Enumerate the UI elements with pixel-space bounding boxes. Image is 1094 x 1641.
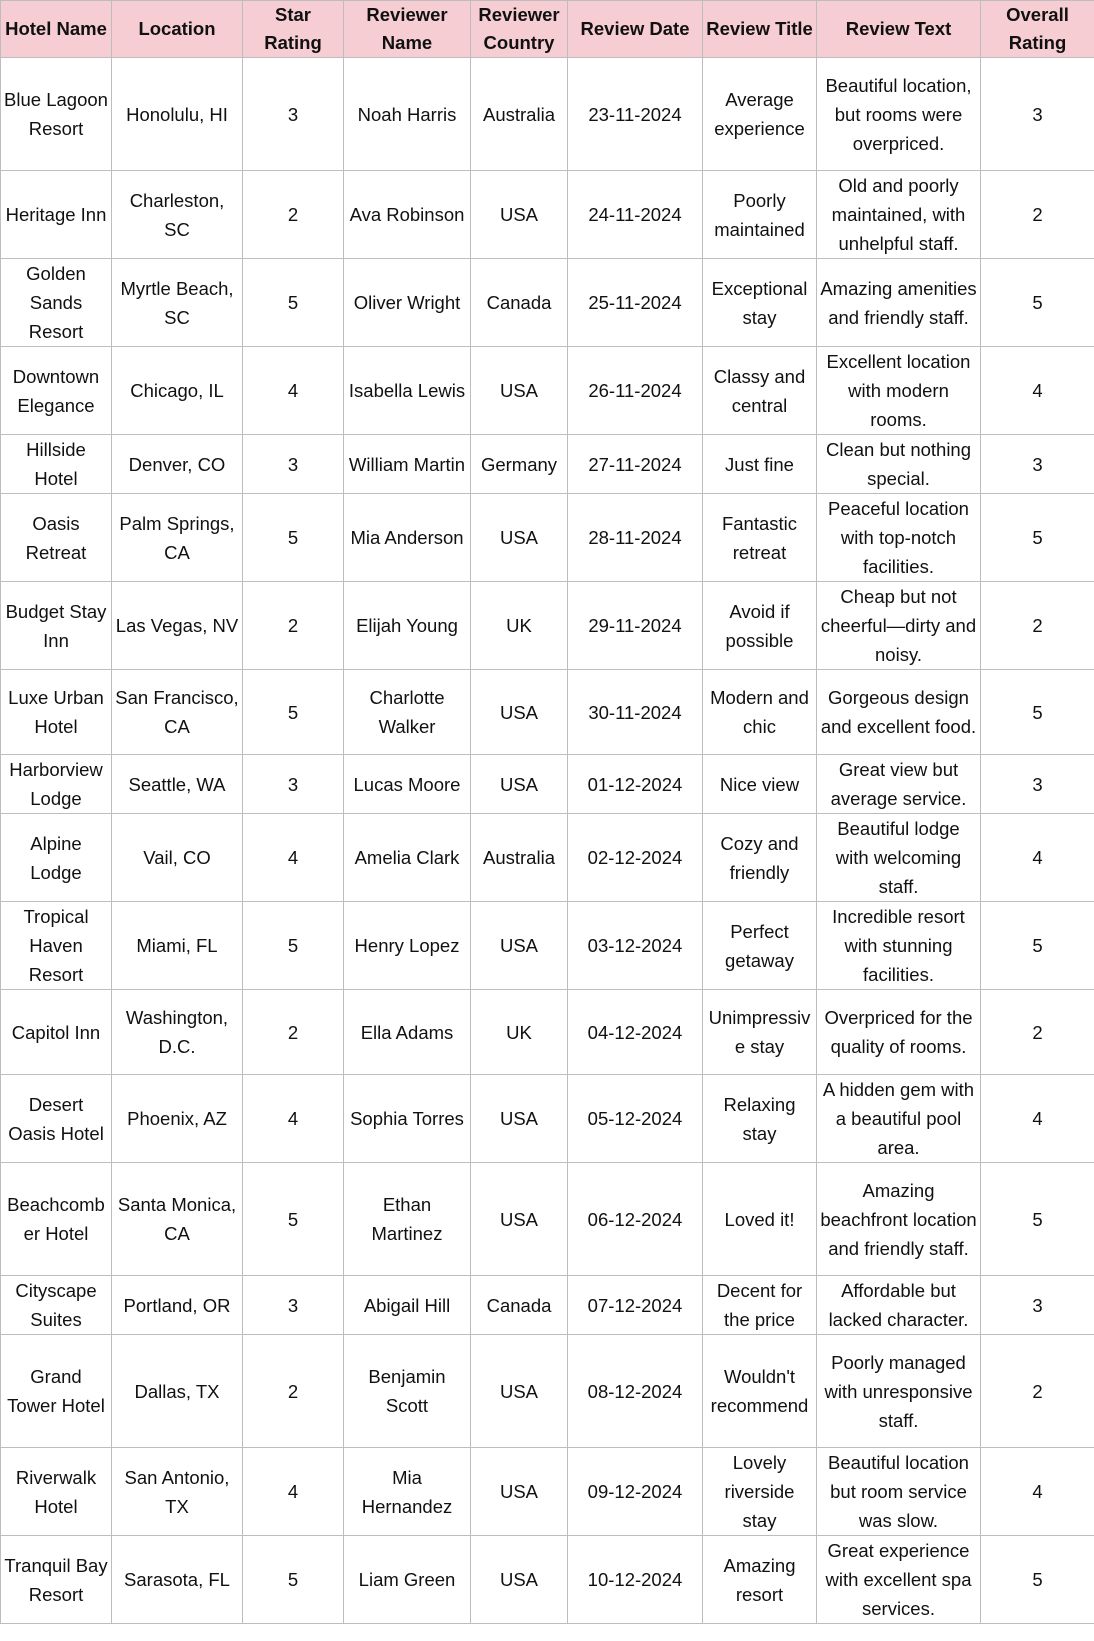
cell-overall-rating[interactable]: 5 bbox=[981, 494, 1094, 582]
cell-review-date[interactable]: 30-11-2024 bbox=[568, 670, 703, 755]
cell-reviewer-name[interactable]: Oliver Wright bbox=[344, 259, 471, 347]
cell-location[interactable]: Phoenix, AZ bbox=[112, 1075, 243, 1163]
table-row bbox=[1, 347, 1094, 435]
cell-review-date[interactable]: 07-12-2024 bbox=[568, 1276, 703, 1335]
cell-reviewer-country[interactable]: UK bbox=[471, 990, 568, 1075]
cell-star-rating[interactable]: 3 bbox=[243, 755, 344, 814]
cell-reviewer-country[interactable]: Australia bbox=[471, 814, 568, 902]
cell-review-date[interactable]: 28-11-2024 bbox=[568, 494, 703, 582]
cell-reviewer-country[interactable]: Canada bbox=[471, 1276, 568, 1335]
cell-reviewer-country[interactable]: USA bbox=[471, 494, 568, 582]
cell-review-title[interactable]: Perfect getaway bbox=[703, 902, 817, 990]
table-row bbox=[1, 990, 1094, 1075]
cell-hotel-name[interactable]: Riverwalk Hotel bbox=[1, 1448, 112, 1536]
cell-review-text[interactable]: Beautiful location but room service was slow. bbox=[817, 1448, 981, 1536]
cell-reviewer-name[interactable]: Liam Green bbox=[344, 1536, 471, 1624]
header-star-rating[interactable]: Star Rating bbox=[243, 1, 344, 58]
header-review-date[interactable]: Review Date bbox=[568, 1, 703, 58]
cell-reviewer-name[interactable]: William Martin bbox=[344, 435, 471, 494]
table-row bbox=[1, 435, 1094, 494]
cell-hotel-name[interactable]: Hillside Hotel bbox=[1, 435, 112, 494]
cell-reviewer-country[interactable]: USA bbox=[471, 171, 568, 259]
cell-reviewer-country[interactable]: Germany bbox=[471, 435, 568, 494]
cell-location[interactable]: San Francisco, CA bbox=[112, 670, 243, 755]
cell-hotel-name[interactable]: Budget Stay Inn bbox=[1, 582, 112, 670]
cell-overall-rating[interactable]: 4 bbox=[981, 814, 1094, 902]
cell-review-text[interactable]: Beautiful location, but rooms were overpriced. bbox=[817, 58, 981, 171]
cell-review-title[interactable]: Fantastic retreat bbox=[703, 494, 817, 582]
cell-reviewer-name[interactable]: Abigail Hill bbox=[344, 1276, 471, 1335]
cell-overall-rating[interactable]: 4 bbox=[981, 347, 1094, 435]
table-row bbox=[1, 1536, 1094, 1624]
header-overall-rating[interactable]: Overall Rating bbox=[981, 1, 1094, 58]
header-review-title[interactable]: Review Title bbox=[703, 1, 817, 58]
cell-star-rating[interactable]: 5 bbox=[243, 670, 344, 755]
cell-reviewer-country[interactable]: USA bbox=[471, 902, 568, 990]
table-row bbox=[1, 1075, 1094, 1163]
cell-location[interactable]: Dallas, TX bbox=[112, 1335, 243, 1448]
cell-hotel-name[interactable]: Grand Tower Hotel bbox=[1, 1335, 112, 1448]
cell-review-title[interactable]: Amazing resort bbox=[703, 1536, 817, 1624]
table-row bbox=[1, 58, 1094, 171]
cell-reviewer-name[interactable]: Elijah Young bbox=[344, 582, 471, 670]
cell-review-date[interactable]: 01-12-2024 bbox=[568, 755, 703, 814]
cell-star-rating[interactable]: 4 bbox=[243, 814, 344, 902]
cell-review-text[interactable]: Poorly managed with unresponsive staff. bbox=[817, 1335, 981, 1448]
cell-review-text[interactable]: Incredible resort with stunning facilities. bbox=[817, 902, 981, 990]
cell-review-title[interactable]: Nice view bbox=[703, 755, 817, 814]
cell-hotel-name[interactable]: Golden Sands Resort bbox=[1, 259, 112, 347]
cell-reviewer-name[interactable]: Mia Hernandez bbox=[344, 1448, 471, 1536]
cell-review-text[interactable]: Amazing amenities and friendly staff. bbox=[817, 259, 981, 347]
cell-location[interactable]: San Antonio, TX bbox=[112, 1448, 243, 1536]
cell-overall-rating[interactable]: 4 bbox=[981, 1448, 1094, 1536]
cell-overall-rating[interactable]: 4 bbox=[981, 1075, 1094, 1163]
cell-review-text[interactable]: Beautiful lodge with welcoming staff. bbox=[817, 814, 981, 902]
cell-review-date[interactable]: 25-11-2024 bbox=[568, 259, 703, 347]
table-row bbox=[1, 1276, 1094, 1335]
cell-star-rating[interactable]: 4 bbox=[243, 347, 344, 435]
cell-review-date[interactable]: 04-12-2024 bbox=[568, 990, 703, 1075]
cell-hotel-name[interactable]: Oasis Retreat bbox=[1, 494, 112, 582]
cell-overall-rating[interactable]: 5 bbox=[981, 1163, 1094, 1276]
cell-hotel-name[interactable]: Capitol Inn bbox=[1, 990, 112, 1075]
table-row bbox=[1, 814, 1094, 902]
cell-reviewer-country[interactable]: USA bbox=[471, 1335, 568, 1448]
cell-review-date[interactable]: 27-11-2024 bbox=[568, 435, 703, 494]
cell-review-title[interactable]: Just fine bbox=[703, 435, 817, 494]
cell-reviewer-country[interactable]: USA bbox=[471, 1536, 568, 1624]
cell-location[interactable]: Charleston, SC bbox=[112, 171, 243, 259]
cell-review-title[interactable]: Lovely riverside stay bbox=[703, 1448, 817, 1536]
cell-hotel-name[interactable]: Blue Lagoon Resort bbox=[1, 58, 112, 171]
cell-hotel-name[interactable]: Heritage Inn bbox=[1, 171, 112, 259]
cell-location[interactable]: Santa Monica, CA bbox=[112, 1163, 243, 1276]
cell-star-rating[interactable]: 4 bbox=[243, 1448, 344, 1536]
cell-overall-rating[interactable]: 2 bbox=[981, 990, 1094, 1075]
cell-star-rating[interactable]: 2 bbox=[243, 1335, 344, 1448]
cell-star-rating[interactable]: 2 bbox=[243, 582, 344, 670]
header-review-text[interactable]: Review Text bbox=[817, 1, 981, 58]
cell-location[interactable]: Seattle, WA bbox=[112, 755, 243, 814]
table-row bbox=[1, 582, 1094, 670]
cell-reviewer-name[interactable]: Benjamin Scott bbox=[344, 1335, 471, 1448]
cell-review-date[interactable]: 09-12-2024 bbox=[568, 1448, 703, 1536]
cell-reviewer-country[interactable]: USA bbox=[471, 347, 568, 435]
cell-review-text[interactable]: Excellent location with modern rooms. bbox=[817, 347, 981, 435]
cell-review-date[interactable]: 02-12-2024 bbox=[568, 814, 703, 902]
cell-star-rating[interactable]: 5 bbox=[243, 259, 344, 347]
cell-hotel-name[interactable]: Desert Oasis Hotel bbox=[1, 1075, 112, 1163]
cell-location[interactable]: Honolulu, HI bbox=[112, 58, 243, 171]
cell-reviewer-name[interactable]: Ethan Martinez bbox=[344, 1163, 471, 1276]
cell-reviewer-country[interactable]: USA bbox=[471, 1163, 568, 1276]
table-row bbox=[1, 755, 1094, 814]
cell-reviewer-name[interactable]: Sophia Torres bbox=[344, 1075, 471, 1163]
cell-location[interactable]: Las Vegas, NV bbox=[112, 582, 243, 670]
cell-star-rating[interactable]: 5 bbox=[243, 1163, 344, 1276]
header-row bbox=[1, 1, 1094, 58]
cell-review-title[interactable]: Wouldn't recommend bbox=[703, 1335, 817, 1448]
cell-location[interactable]: Washington, D.C. bbox=[112, 990, 243, 1075]
cell-overall-rating[interactable]: 3 bbox=[981, 755, 1094, 814]
table-row bbox=[1, 1163, 1094, 1276]
cell-location[interactable]: Miami, FL bbox=[112, 902, 243, 990]
header-location[interactable]: Location bbox=[112, 1, 243, 58]
table-row bbox=[1, 1335, 1094, 1448]
cell-hotel-name[interactable]: Cityscape Suites bbox=[1, 1276, 112, 1335]
cell-overall-rating[interactable]: 3 bbox=[981, 58, 1094, 171]
cell-review-title[interactable]: Avoid if possible bbox=[703, 582, 817, 670]
cell-review-title[interactable]: Modern and chic bbox=[703, 670, 817, 755]
cell-review-date[interactable]: 29-11-2024 bbox=[568, 582, 703, 670]
cell-review-text[interactable]: A hidden gem with a beautiful pool area. bbox=[817, 1075, 981, 1163]
cell-review-date[interactable]: 05-12-2024 bbox=[568, 1075, 703, 1163]
cell-review-date[interactable]: 08-12-2024 bbox=[568, 1335, 703, 1448]
cell-reviewer-name[interactable]: Ella Adams bbox=[344, 990, 471, 1075]
cell-star-rating[interactable]: 3 bbox=[243, 1276, 344, 1335]
header-reviewer-country[interactable]: Reviewer Country bbox=[471, 1, 568, 58]
header-reviewer-name[interactable]: Reviewer Name bbox=[344, 1, 471, 58]
cell-reviewer-country[interactable]: Australia bbox=[471, 58, 568, 171]
cell-star-rating[interactable]: 2 bbox=[243, 990, 344, 1075]
cell-overall-rating[interactable]: 3 bbox=[981, 435, 1094, 494]
table-row bbox=[1, 259, 1094, 347]
cell-overall-rating[interactable]: 2 bbox=[981, 171, 1094, 259]
cell-location[interactable]: Portland, OR bbox=[112, 1276, 243, 1335]
cell-review-title[interactable]: Relaxing stay bbox=[703, 1075, 817, 1163]
cell-reviewer-name[interactable]: Noah Harris bbox=[344, 58, 471, 171]
cell-location[interactable]: Sarasota, FL bbox=[112, 1536, 243, 1624]
cell-reviewer-country[interactable]: USA bbox=[471, 755, 568, 814]
cell-review-title[interactable]: Decent for the price bbox=[703, 1276, 817, 1335]
cell-review-title[interactable]: Unimpressive stay bbox=[703, 990, 817, 1075]
cell-review-date[interactable]: 23-11-2024 bbox=[568, 58, 703, 171]
cell-hotel-name[interactable]: Downtown Elegance bbox=[1, 347, 112, 435]
cell-star-rating[interactable]: 4 bbox=[243, 1075, 344, 1163]
table-row bbox=[1, 1448, 1094, 1536]
cell-location[interactable]: Vail, CO bbox=[112, 814, 243, 902]
cell-review-title[interactable]: Cozy and friendly bbox=[703, 814, 817, 902]
table-row bbox=[1, 902, 1094, 990]
cell-reviewer-name[interactable]: Charlotte Walker bbox=[344, 670, 471, 755]
cell-review-date[interactable]: 24-11-2024 bbox=[568, 171, 703, 259]
cell-review-text[interactable]: Affordable but lacked character. bbox=[817, 1276, 981, 1335]
cell-review-text[interactable]: Great view but average service. bbox=[817, 755, 981, 814]
cell-location[interactable]: Myrtle Beach, SC bbox=[112, 259, 243, 347]
cell-review-text[interactable]: Overpriced for the quality of rooms. bbox=[817, 990, 981, 1075]
cell-star-rating[interactable]: 3 bbox=[243, 58, 344, 171]
cell-star-rating[interactable]: 5 bbox=[243, 1536, 344, 1624]
cell-star-rating[interactable]: 5 bbox=[243, 494, 344, 582]
cell-reviewer-name[interactable]: Henry Lopez bbox=[344, 902, 471, 990]
cell-review-title[interactable]: Loved it! bbox=[703, 1163, 817, 1276]
cell-review-date[interactable]: 26-11-2024 bbox=[568, 347, 703, 435]
cell-star-rating[interactable]: 2 bbox=[243, 171, 344, 259]
cell-review-text[interactable]: Great experience with excellent spa services. bbox=[817, 1536, 981, 1624]
cell-review-text[interactable]: Peaceful location with top-notch facilities. bbox=[817, 494, 981, 582]
cell-overall-rating[interactable]: 5 bbox=[981, 1536, 1094, 1624]
cell-review-title[interactable]: Average experience bbox=[703, 58, 817, 171]
cell-reviewer-country[interactable]: UK bbox=[471, 582, 568, 670]
cell-reviewer-name[interactable]: Lucas Moore bbox=[344, 755, 471, 814]
cell-review-title[interactable]: Classy and central bbox=[703, 347, 817, 435]
cell-hotel-name[interactable]: Harborview Lodge bbox=[1, 755, 112, 814]
table-row bbox=[1, 171, 1094, 259]
cell-review-date[interactable]: 03-12-2024 bbox=[568, 902, 703, 990]
cell-review-date[interactable]: 10-12-2024 bbox=[568, 1536, 703, 1624]
cell-star-rating[interactable]: 5 bbox=[243, 902, 344, 990]
table-row bbox=[1, 670, 1094, 755]
header-hotel-name[interactable]: Hotel Name bbox=[1, 1, 112, 58]
cell-hotel-name[interactable]: Tropical Haven Resort bbox=[1, 902, 112, 990]
cell-review-text[interactable]: Amazing beachfront location and friendly staff. bbox=[817, 1163, 981, 1276]
cell-overall-rating[interactable]: 2 bbox=[981, 582, 1094, 670]
cell-overall-rating[interactable]: 5 bbox=[981, 259, 1094, 347]
cell-reviewer-country[interactable]: USA bbox=[471, 1448, 568, 1536]
cell-hotel-name[interactable]: Tranquil Bay Resort bbox=[1, 1536, 112, 1624]
cell-overall-rating[interactable]: 5 bbox=[981, 670, 1094, 755]
cell-location[interactable]: Palm Springs, CA bbox=[112, 494, 243, 582]
cell-reviewer-name[interactable]: Mia Anderson bbox=[344, 494, 471, 582]
cell-hotel-name[interactable]: Luxe Urban Hotel bbox=[1, 670, 112, 755]
cell-hotel-name[interactable]: Beachcomber Hotel bbox=[1, 1163, 112, 1276]
cell-reviewer-country[interactable]: USA bbox=[471, 1075, 568, 1163]
cell-overall-rating[interactable]: 5 bbox=[981, 902, 1094, 990]
cell-reviewer-name[interactable]: Ava Robinson bbox=[344, 171, 471, 259]
cell-review-text[interactable]: Old and poorly maintained, with unhelpful staff. bbox=[817, 171, 981, 259]
cell-location[interactable]: Chicago, IL bbox=[112, 347, 243, 435]
cell-review-text[interactable]: Gorgeous design and excellent food. bbox=[817, 670, 981, 755]
cell-review-date[interactable]: 06-12-2024 bbox=[568, 1163, 703, 1276]
cell-review-text[interactable]: Cheap but not cheerful—dirty and noisy. bbox=[817, 582, 981, 670]
cell-reviewer-name[interactable]: Amelia Clark bbox=[344, 814, 471, 902]
cell-overall-rating[interactable]: 3 bbox=[981, 1276, 1094, 1335]
cell-review-text[interactable]: Clean but nothing special. bbox=[817, 435, 981, 494]
cell-review-title[interactable]: Poorly maintained bbox=[703, 171, 817, 259]
cell-hotel-name[interactable]: Alpine Lodge bbox=[1, 814, 112, 902]
table-row bbox=[1, 494, 1094, 582]
cell-reviewer-country[interactable]: USA bbox=[471, 670, 568, 755]
cell-reviewer-country[interactable]: Canada bbox=[471, 259, 568, 347]
cell-location[interactable]: Denver, CO bbox=[112, 435, 243, 494]
cell-reviewer-name[interactable]: Isabella Lewis bbox=[344, 347, 471, 435]
cell-review-title[interactable]: Exceptional stay bbox=[703, 259, 817, 347]
cell-star-rating[interactable]: 3 bbox=[243, 435, 344, 494]
cell-overall-rating[interactable]: 2 bbox=[981, 1335, 1094, 1448]
